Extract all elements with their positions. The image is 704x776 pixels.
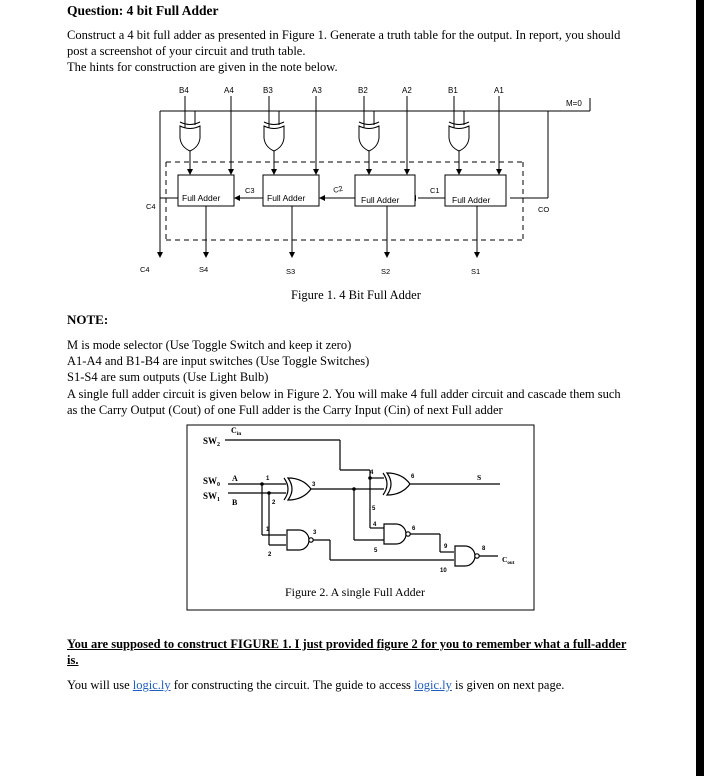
figure-2-single-full-adder (186, 424, 536, 612)
label-a3: A3 (312, 86, 322, 95)
nand-gate-1 (287, 530, 309, 550)
label-b4: B4 (179, 86, 189, 95)
label-b2: B2 (358, 86, 368, 95)
sw2-label: $SW_2$ (203, 436, 221, 448)
output-s4-label: S4 (199, 265, 209, 274)
pin-label: 8 (482, 546, 486, 552)
note-line-1: M is mode selector (Use Toggle Switch and keep it zero) (67, 338, 352, 352)
pin-label: 1 (266, 527, 270, 533)
output-s-label: S (477, 473, 482, 482)
carry-c2-label: C2 (332, 183, 344, 195)
pin-label: 4 (370, 470, 374, 476)
logicly-link-1[interactable]: logic.ly (132, 678, 171, 692)
note-line-5: as the Carry Output (Cout) of one Full adder is the Carry Input (Cin) of next Full adder (67, 403, 503, 417)
pin-label: 5 (374, 548, 378, 554)
note-heading: NOTE: (67, 312, 109, 327)
figure-1-caption: Figure 1. 4 Bit Full Adder (291, 288, 421, 302)
label-b1: B1 (448, 86, 458, 95)
instruction-prefix: You will use (67, 678, 133, 692)
output-s2-label: S2 (381, 267, 391, 276)
intro-line-3: The hints for construction are given in the note below. (67, 60, 338, 74)
full-adder-1-label: Full Adder (452, 195, 491, 205)
full-adder-4-label: Full Adder (182, 193, 221, 203)
input-b-label: B (232, 498, 238, 507)
sw0-label: $SW_0$ (203, 476, 221, 488)
xor-gate-4 (180, 126, 200, 151)
pin-label: 6 (411, 474, 415, 480)
pin-label: 3 (312, 482, 316, 488)
figure-2-caption: Figure 2. A single Full Adder (285, 585, 426, 599)
emphasis-line-1: You are supposed to construct FIGURE 1. I just provided figure 2 for you to remember what a full-adder (67, 637, 627, 651)
carry-c4-side-label: C4 (146, 202, 156, 211)
output-c4-label: C4 (140, 265, 150, 274)
output-s3-label: S3 (286, 267, 296, 276)
label-a4: A4 (224, 86, 234, 95)
note-line-4: A single full adder circuit is given below in Figure 2. You will make 4 full adder circuit and cascade them such (67, 387, 621, 401)
pin-label: 5 (372, 506, 376, 512)
xor-gate-3 (264, 126, 284, 151)
note-line-3: S1-S4 are sum outputs (Use Light Bulb) (67, 370, 269, 384)
pin-label: 4 (373, 522, 377, 528)
emphasis-line-2: is. (67, 653, 79, 667)
carry-co-label: CO (538, 205, 550, 214)
note-line-2: A1-A4 and B1-B4 are input switches (Use Toggle Switches) (67, 354, 370, 368)
instruction-suffix: is given on next page. (451, 678, 565, 692)
logicly-link-2[interactable]: logic.ly (414, 678, 452, 692)
pin-label: 9 (444, 544, 448, 550)
carry-c1-label: C1 (430, 186, 440, 195)
nand-gate-2 (384, 524, 406, 544)
intro-line-2: post a screenshot of your circuit and truth table. (67, 44, 306, 58)
figure-2-frame (187, 425, 534, 610)
cin-label: $C_{in}$ (231, 426, 242, 437)
label-mode: M=0 (566, 99, 582, 108)
intro-line-1: Construct a 4 bit full adder as presented in Figure 1. Generate a truth table for the output. In report, you should (67, 28, 621, 42)
figure-1-4bit-adder (130, 80, 600, 280)
pin-label: 6 (412, 526, 416, 532)
label-b3: B3 (263, 86, 273, 95)
pin-label: 3 (313, 530, 317, 536)
output-cout-label: $C_{out}$ (502, 555, 515, 566)
pin-label: 1 (266, 476, 270, 482)
full-adder-3-label: Full Adder (267, 193, 306, 203)
logicly-instruction (67, 677, 564, 693)
pin-label: 10 (440, 568, 447, 574)
output-s1-label: S1 (471, 267, 481, 276)
xor-gate-1 (449, 126, 469, 151)
question-title: Question: 4 bit Full Adder (67, 3, 219, 18)
nand-gate-3 (455, 546, 475, 566)
full-adder-2-label: Full Adder (361, 195, 400, 205)
pin-label: 2 (268, 552, 272, 558)
pin-label: 2 (272, 500, 276, 506)
sw1-label: $SW_1$ (203, 491, 221, 503)
carry-c3-label: C3 (245, 186, 255, 195)
instruction-middle: for constructing the circuit. The guide to access (170, 678, 415, 692)
label-a1: A1 (494, 86, 504, 95)
input-a-label: A (232, 474, 238, 483)
xor-gate-2 (359, 126, 379, 151)
label-a2: A2 (402, 86, 412, 95)
